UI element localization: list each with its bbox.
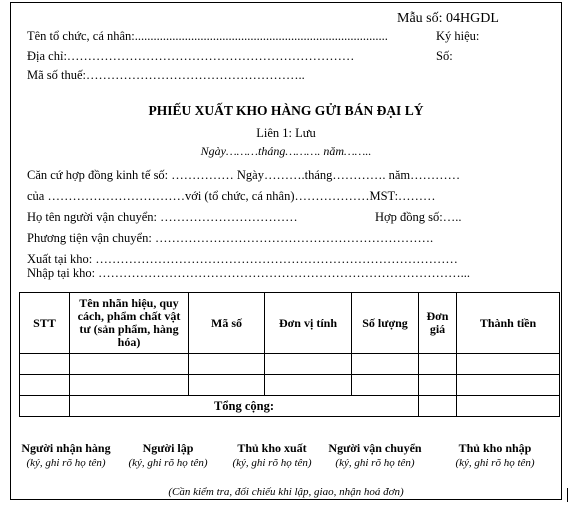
table-cell <box>419 396 457 417</box>
col-header-code: Mã số <box>189 293 265 354</box>
table-cell <box>189 354 265 375</box>
table-header-row <box>20 293 560 354</box>
carrier-contract-field: Hợp đồng số:….. <box>375 210 462 224</box>
table-cell <box>419 354 457 375</box>
table-cell <box>457 375 560 396</box>
org-name-field: Tên tổ chức, cá nhân:................................................................................. <box>27 29 388 43</box>
import-warehouse-field: Nhập tại kho: ……………………………………………………………………………... <box>27 266 471 280</box>
table-total-row <box>20 396 560 417</box>
number-label: Số: <box>436 49 453 63</box>
col-header-stt: STT <box>20 293 70 354</box>
total-label: Tổng cộng: <box>70 396 419 417</box>
table-cell <box>70 354 189 375</box>
table-cell <box>265 375 352 396</box>
signature-hint: (ký, ghi rõ họ tên) <box>232 457 312 469</box>
table-cell <box>352 375 419 396</box>
table-cell <box>457 354 560 375</box>
signature-preparer <box>128 441 207 469</box>
signature-receiver <box>21 441 110 469</box>
footer-note: (Cần kiểm tra, đối chiếu khi lập, giao, nhận hoá đơn) <box>168 486 404 498</box>
table-row <box>20 375 560 396</box>
signature-role: Thủ kho nhập <box>458 441 532 455</box>
signature-role: Người lập <box>142 441 194 455</box>
tax-code-field: Mã số thuế:…………………………………………….. <box>27 68 305 82</box>
vehicle-field: Phương tiện vận chuyển: …………………………………………………………. <box>27 231 434 245</box>
document-title: PHIẾU XUẤT KHO HÀNG GỬI BÁN ĐẠI LÝ <box>148 103 424 118</box>
col-header-unit-price: Đơn giá <box>419 293 457 354</box>
table-cell <box>419 375 457 396</box>
goods-table <box>19 292 560 417</box>
signature-hint: (ký, ghi rõ họ tên) <box>335 457 415 469</box>
signature-hint: (ký, ghi rõ họ tên) <box>455 457 535 469</box>
signature-hint: (ký, ghi rõ họ tên) <box>128 457 208 469</box>
carrier-name-field: Họ tên người vận chuyển: …………………………… <box>27 210 298 224</box>
table-cell <box>352 354 419 375</box>
symbol-label: Ký hiệu: <box>436 29 480 43</box>
table-cell <box>20 354 70 375</box>
table-cell <box>70 375 189 396</box>
export-warehouse-field: Xuất tại kho: …………………………………………………………………………… <box>27 252 458 266</box>
signature-carrier <box>328 441 421 469</box>
table-cell <box>265 354 352 375</box>
col-header-unit: Đơn vị tính <box>265 293 352 354</box>
table-cell <box>189 375 265 396</box>
text-cursor <box>567 488 568 502</box>
contract-party-field: của ……………………………với (tổ chức, cá nhân)………………MST:……… <box>27 189 436 203</box>
table-cell <box>457 396 560 417</box>
signature-role: Thủ kho xuất <box>237 441 307 455</box>
col-header-amount: Thành tiền <box>457 293 560 354</box>
form-number: Mẫu số: 04HGDL <box>397 11 499 26</box>
table-row <box>20 354 560 375</box>
signature-hint: (ký, ghi rõ họ tên) <box>26 457 106 469</box>
col-header-item-name: Tên nhãn hiệu, quy cách, phẩm chất vật tư (sản phẩm, hàng hóa) <box>70 293 189 354</box>
signature-role: Người nhận hàng <box>21 441 111 455</box>
signature-import-keeper <box>455 441 534 469</box>
signature-role: Người vận chuyển <box>328 441 422 455</box>
copy-label: Liên 1: Lưu <box>256 126 316 140</box>
signature-export-keeper <box>232 441 311 469</box>
document-date: Ngày………tháng………. năm…….. <box>200 144 372 158</box>
address-field: Địa chỉ:…………………………………………………………… <box>27 49 355 63</box>
table-cell <box>20 375 70 396</box>
form-page <box>10 2 562 500</box>
table-cell <box>20 396 70 417</box>
contract-field: Căn cứ hợp đồng kinh tế số: …………… Ngày……….tháng…………. năm………… <box>27 168 461 182</box>
col-header-quantity: Số lượng <box>352 293 419 354</box>
